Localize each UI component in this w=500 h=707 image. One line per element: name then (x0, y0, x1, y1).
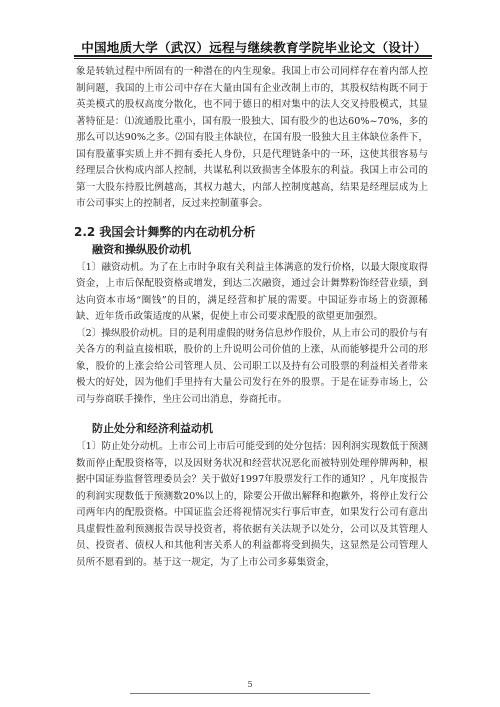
page-number: 5 (247, 680, 253, 689)
paragraph-penalty-motive: 〔1〕防止处分动机。上市公司上市后可能受到的处分包括：因利润实现数低于预测数而停止配股资格等，以及因财务状况和经营状况恶化而被特别处理停牌两种，根据中国证券监督管理委员会？关于做好1997年股票发行工作的通知？，凡年度报告的利润实现数低于预测数20%以上的，除要公开做出解释和抱歉外，将停止发行公司两年内的配股资格。中国证监会还将视情况实行事后审查，如果发行公司有意出具虚假性盈利预测报告误导投资者，将依据有关法规予以处分，公司以及其管理人员、投资者、债权人和其他利害关系人的利益都将受到损失，这显然是公司管理人员所不愿看到的。基于这一规定，为了上市公司多募集资金， (76, 441, 428, 568)
footer-rule (130, 693, 370, 694)
paragraph-financing-motive: 〔1〕融资动机。为了在上市时争取有关利益主体满意的发行价格，以最大限度取得资金，上市后保配股资格或增发，到达二次融资，通过会计舞弊粉饰经营业绩，到达向资本市场“圈钱”的目的，满足经营和扩展的需要。中国证券市场上的资源稀缺、近年货币政策适度的从紧，促使上市公司要求配股的欲望更加强烈。 (76, 261, 428, 322)
header-rule-thin (74, 58, 432, 59)
document-body (76, 64, 428, 571)
page-header: 中国地质大学（武汉）远程与继续教育学院毕业论文（设计） (81, 40, 427, 55)
subsection-heading-penalty: 防止处分和经济利益动机 (92, 422, 213, 435)
paragraph-stock-price-motive: 〔2〕操纵股价动机。目的是利用虚假的财务信息炒作股价，从上市公司的股价与有关各方的利益直接相联，股价的上升说明公司价值的上涨，从而能够提升公司的形象，股价的上涨会给公司管理人员、公司职工以及持有公司股票的利益相关者带来极大的好处，因为他们手里持有大量公司发行在外的股票。于是在证券市场上，公司与券商联手操作，坐庄公司出消息，券商托市。 (76, 327, 428, 405)
subsection-heading-financing: 融资和操纵股价动机 (92, 242, 191, 256)
paragraph-continued: 象是转轨过程中所固有的一种潜在的内生现象。我国上市公司同样存在着内部人控制问题，我国的上市公司中存在大量由国有企业改制上市的，其股权结构既不同于英美模式的股权高度分散化，也不同于德日的相对集中的法人交叉持股模式，其显著特征是：⑴流通股比重小，国有股一股独大、国有股少的也达60%~70%，多的那么可以达90%之多。⑵国有股主体缺位，在国有股一股独大且主体缺位条件下，国有股董事实质上并不拥有委托人身份，只是代理链条中的一环，这使其很容易与经理层合伙构成内部人控制，共谋私利以致损害全体股东的利益。我国上市公司的第一大股东持股比例越高，其权力越大，内部人控制度越高，结果是经理层成为上市公司事实上的控制者，反过来控制董事会。 (76, 66, 428, 209)
header-rule-thick (74, 55, 432, 57)
section-heading: 2.2 我国会计舞弊的内在动机分析 (74, 224, 256, 239)
